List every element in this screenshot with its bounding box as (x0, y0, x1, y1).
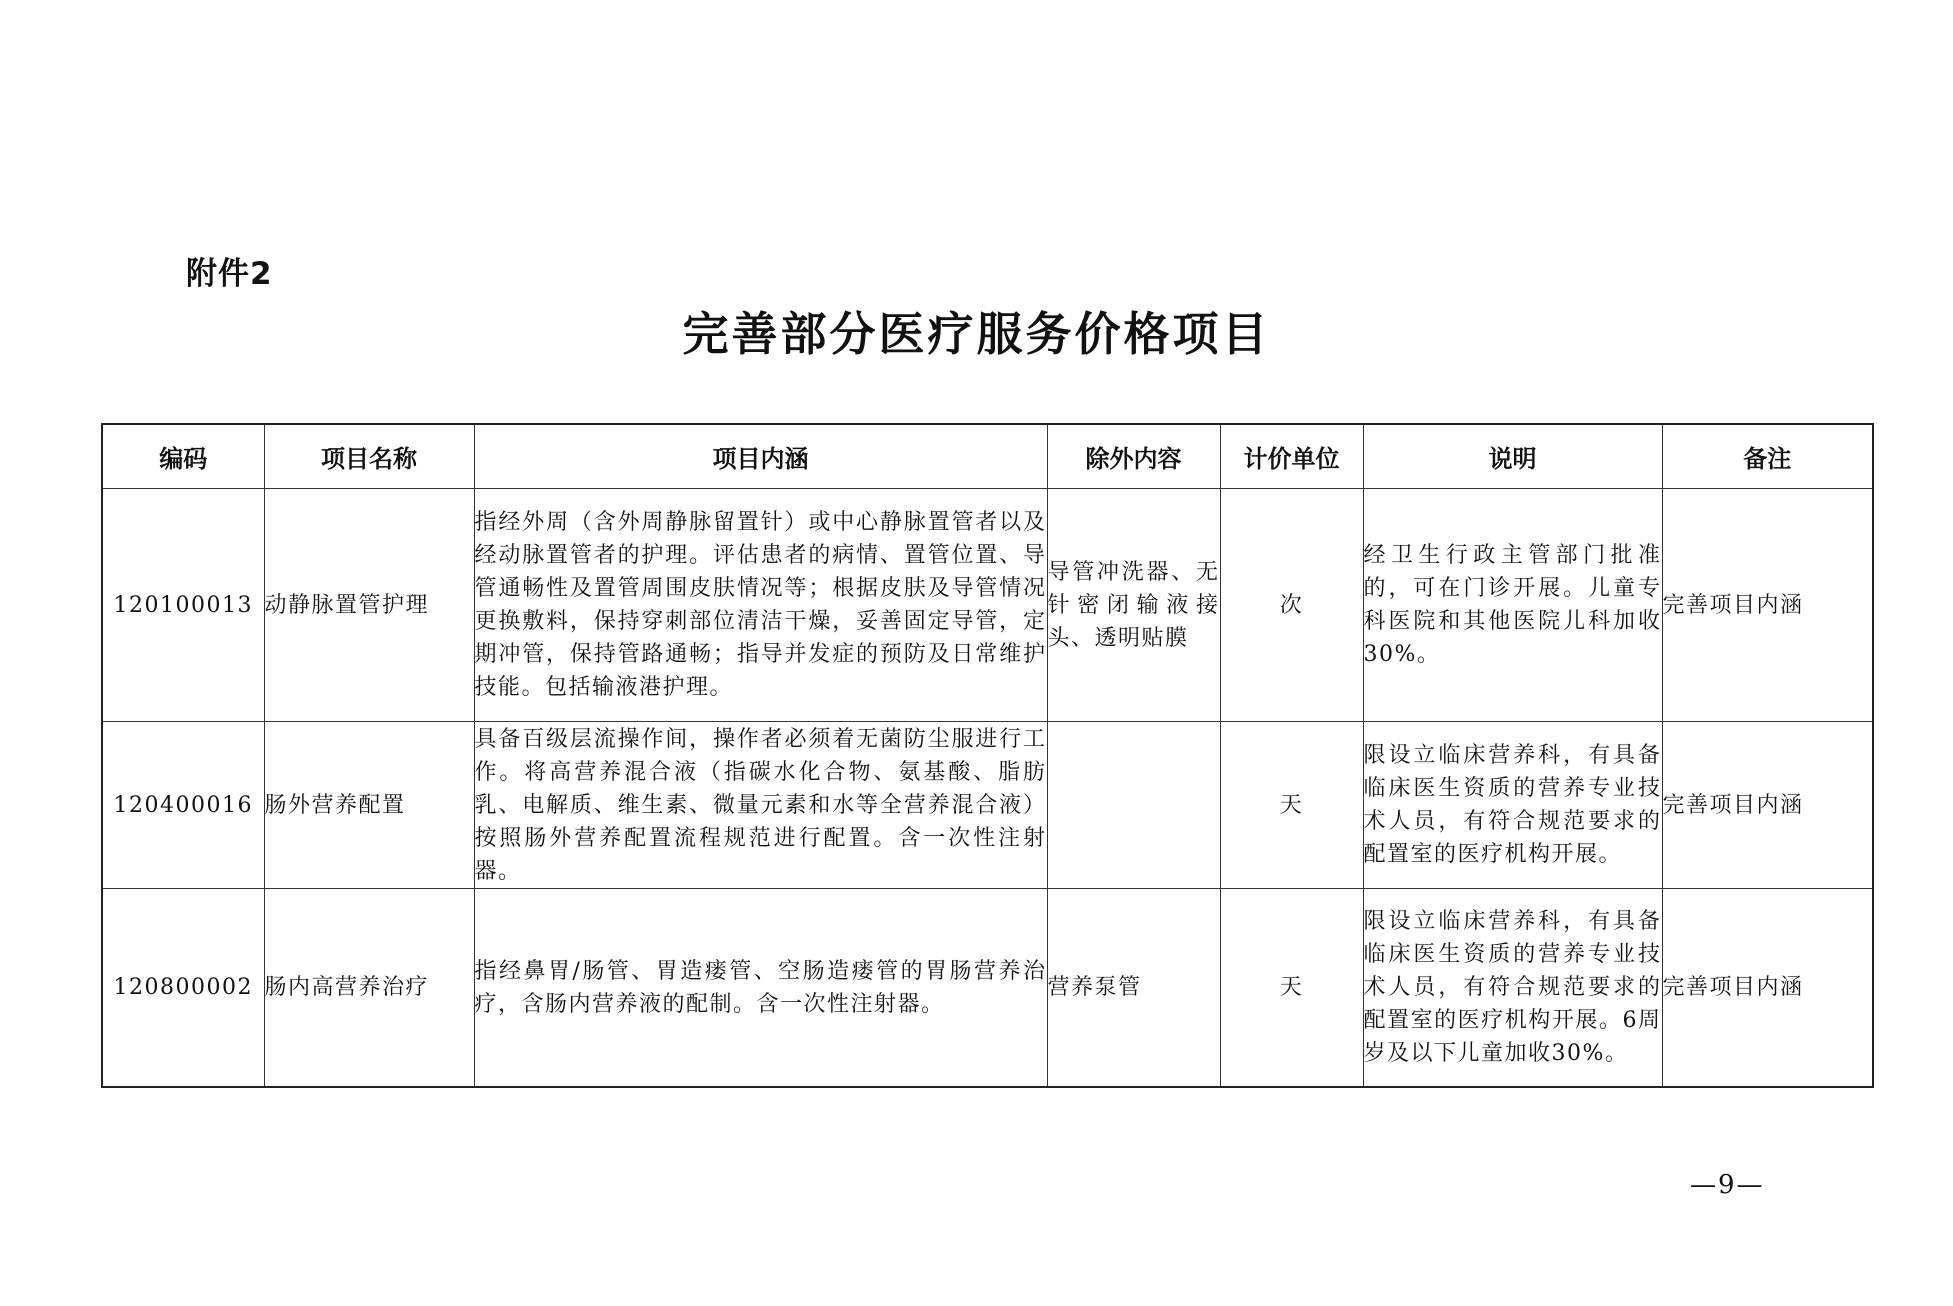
cell-unit: 天 (1220, 722, 1363, 889)
header-note: 说明 (1363, 424, 1662, 489)
cell-note: 经卫生行政主管部门批准的，可在门诊开展。儿童专科医院和其他医院儿科加收30%。 (1363, 489, 1662, 722)
page-number: —9— (1690, 1170, 1765, 1200)
cell-code: 120800002 (102, 889, 264, 1088)
cell-name: 肠内高营养治疗 (264, 889, 474, 1088)
cell-excluded: 营养泵管 (1047, 889, 1220, 1088)
table-row (102, 489, 1873, 722)
cell-excluded (1047, 722, 1220, 889)
cell-name: 动静脉置管护理 (264, 489, 474, 722)
cell-excluded: 导管冲洗器、无针密闭输液接头、透明贴膜 (1047, 489, 1220, 722)
attachment-label: 附件2 (186, 256, 273, 292)
cell-unit: 次 (1220, 489, 1363, 722)
price-table (101, 423, 1874, 1088)
table-row (102, 889, 1873, 1088)
cell-remark: 完善项目内涵 (1662, 489, 1873, 722)
cell-name: 肠外营养配置 (264, 722, 474, 889)
header-name: 项目名称 (264, 424, 474, 489)
table-row (102, 722, 1873, 889)
cell-unit: 天 (1220, 889, 1363, 1088)
cell-content: 具备百级层流操作间，操作者必须着无菌防尘服进行工作。将高营养混合液（指碳水化合物、氨基酸、脂肪乳、电解质、维生素、微量元素和水等全营养混合液）按照肠外营养配置流程规范进行配置。含一次性注射器。 (474, 722, 1047, 889)
cell-content: 指经鼻胃/肠管、胃造瘘管、空肠造瘘管的胃肠营养治疗，含肠内营养液的配制。含一次性注射器。 (474, 889, 1047, 1088)
header-excluded: 除外内容 (1047, 424, 1220, 489)
cell-code: 120400016 (102, 722, 264, 889)
header-unit: 计价单位 (1220, 424, 1363, 489)
cell-remark: 完善项目内涵 (1662, 722, 1873, 889)
table-header-row (102, 424, 1873, 489)
cell-note: 限设立临床营养科，有具备临床医生资质的营养专业技术人员，有符合规范要求的配置室的医疗机构开展。 (1363, 722, 1662, 889)
document-title: 完善部分医疗服务价格项目 (682, 307, 1271, 361)
cell-code: 120100013 (102, 489, 264, 722)
cell-content: 指经外周（含外周静脉留置针）或中心静脉置管者以及经动脉置管者的护理。评估患者的病情、置管位置、导管通畅性及置管周围皮肤情况等；根据皮肤及导管情况更换敷料，保持穿刺部位清洁干燥，妥善固定导管，定期冲管，保持管路通畅；指导并发症的预防及日常维护技能。包括输液港护理。 (474, 489, 1047, 722)
header-code: 编码 (102, 424, 264, 489)
header-remark: 备注 (1662, 424, 1873, 489)
cell-note: 限设立临床营养科，有具备临床医生资质的营养专业技术人员，有符合规范要求的配置室的医疗机构开展。6周岁及以下儿童加收30%。 (1363, 889, 1662, 1088)
cell-remark: 完善项目内涵 (1662, 889, 1873, 1088)
header-content: 项目内涵 (474, 424, 1047, 489)
